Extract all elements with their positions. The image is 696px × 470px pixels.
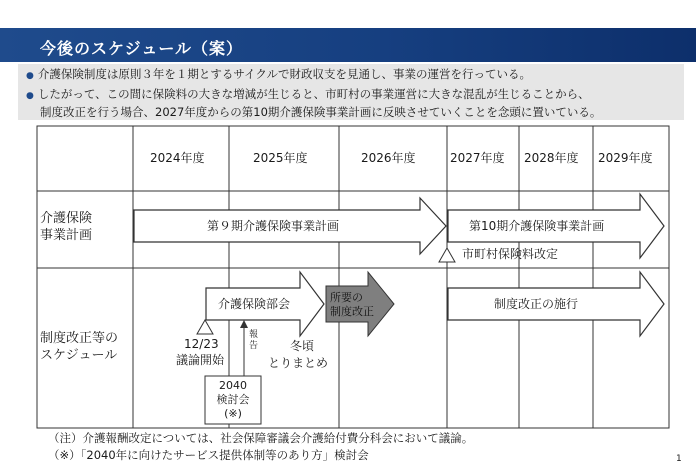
plan9-label: 第９期介護保険事業計画 — [207, 219, 340, 233]
report-arrowhead — [240, 320, 248, 328]
footnote-reference: （※）「2040年に向けたサービス提供体制等のあり方」検討会 — [48, 448, 369, 462]
page-title: 今後のスケジュール（案） — [40, 39, 244, 58]
start-date: 12/23 — [184, 337, 219, 351]
year-2024: 2024年度 — [150, 151, 205, 165]
compile-label: とりまとめ — [268, 356, 329, 370]
row-label-plan: 介護保険 事業計画 — [40, 211, 93, 243]
year-2026: 2026年度 — [361, 151, 416, 165]
enforce-label: 制度改正の施行 — [494, 297, 579, 311]
plan10-label: 第10期介護保険事業計画 — [469, 219, 605, 233]
start-label: 議論開始 — [176, 353, 225, 367]
year-2028: 2028年度 — [524, 151, 579, 165]
premium-label: 市町村保険料改定 — [462, 247, 559, 261]
row-label-reform: 制度改正等の スケジュール — [40, 331, 119, 363]
bullet-item: ● 介護保険制度は原則３年を１期とするサイクルで財政収支を見通し、事業の運営を行っている。 — [26, 67, 531, 81]
year-2025: 2025年度 — [253, 151, 308, 165]
premium-triangle — [439, 248, 455, 262]
report-label: 報 告 — [249, 330, 259, 351]
page-number: 1 — [676, 454, 682, 464]
bullet-icon: ● — [26, 91, 34, 101]
footnote-note: （注）介護報酬改定については、社会保障審議会介護給付費分科会において議論。 — [48, 431, 474, 445]
bullet-icon: ● — [26, 71, 34, 81]
bullet-item: ● したがって、この間に保険料の大きな増減が生じると、市町村の事業運営に大きな混乱が生じることから、 — [26, 87, 590, 101]
year-2029: 2029年度 — [598, 151, 653, 165]
winter-label: 冬頃 — [290, 339, 315, 353]
required-reform-label: 所要の 制度改正 — [330, 291, 374, 318]
bullet-continuation: 制度改正を行う場合、2027年度からの第10期介護保険事業計画に反映させていくことを念頭に置いている。 — [40, 105, 602, 119]
meeting-2040-label: 2040 検討会 (※) — [216, 379, 250, 420]
start-triangle — [197, 320, 213, 334]
subcommittee-label: 介護保険部会 — [218, 297, 291, 311]
year-2027: 2027年度 — [450, 151, 505, 165]
